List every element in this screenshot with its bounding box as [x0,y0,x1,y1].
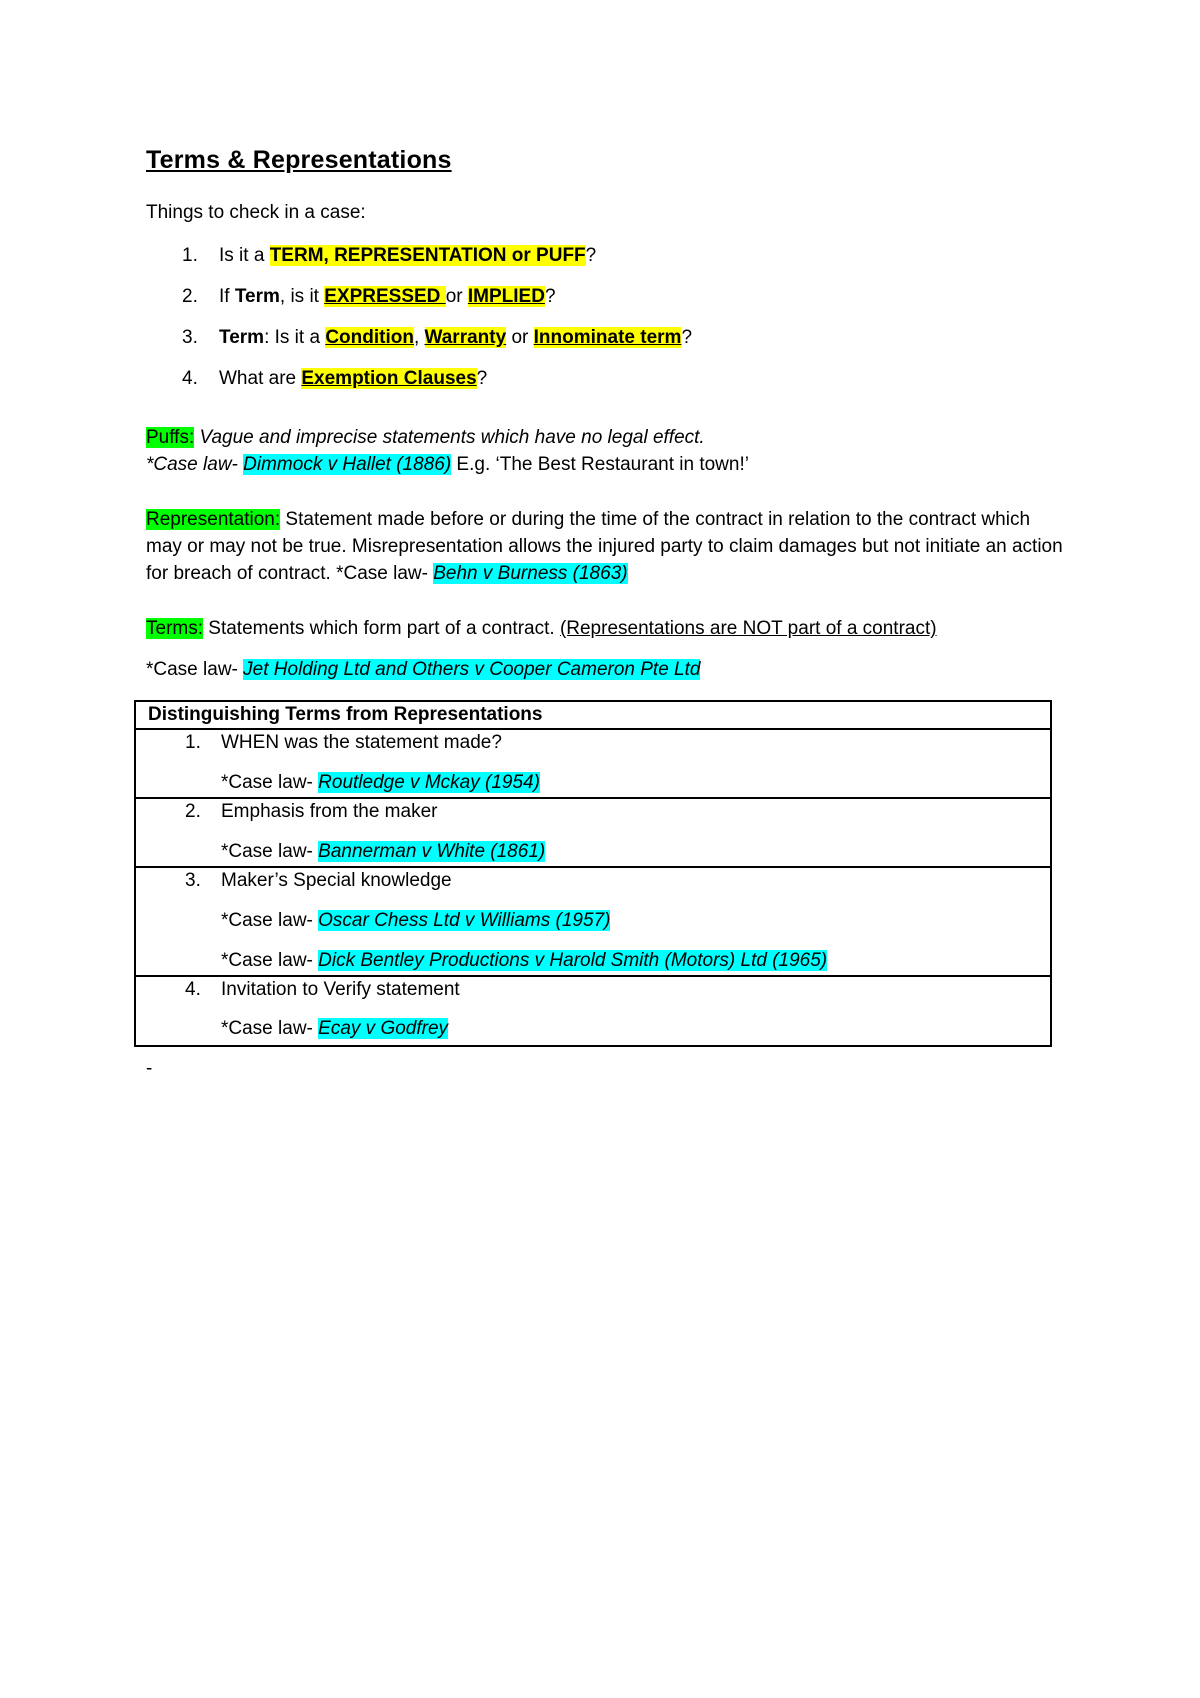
case-name: Oscar Chess Ltd v Williams (1957) [318,910,611,931]
row-number: 1. [185,732,201,753]
terms-note: (Representations are NOT part of a contract) [559,618,937,639]
item-text: , is it [279,286,325,307]
list-number: 4. [182,368,198,389]
terms-definition: Statements which form part of a contract. [203,618,560,639]
case-prefix: *Case law- [146,454,244,475]
item-text: : Is it a [264,327,326,348]
row-text: Emphasis from the maker [221,801,438,822]
case-prefix: *Case law- [221,910,319,931]
row-number: 4. [185,979,201,1000]
highlight-innominate: Innominate term [533,327,682,348]
table-row [135,976,1051,1046]
terms-section [146,615,1066,642]
case-name: Routledge v Mckay (1954) [318,772,540,793]
item-suffix: ? [476,368,488,389]
terms-label: Terms: [146,618,203,639]
highlight-condition: Condition [325,327,414,348]
case-name: Dimmock v Hallet (1886) [243,454,452,475]
highlight-expressed: EXPRESSED [324,286,446,307]
table-row [135,729,1051,798]
puffs-definition: Vague and imprecise statements which have no legal effect. [194,427,705,448]
puffs-example: E.g. ‘The Best Restaurant in town!’ [451,454,749,475]
case-prefix: *Case law- [221,1018,319,1039]
row-text: Invitation to Verify statement [221,979,460,1000]
page-title: Terms & Representations [146,146,452,174]
list-number: 3. [182,327,198,348]
puffs-section [146,424,1066,478]
row-text: Maker’s Special knowledge [221,870,452,891]
case-name: Bannerman v White (1861) [318,841,546,862]
trailing-dash: - [146,1058,153,1079]
case-prefix: *Case law- [221,841,319,862]
item-text: What are [219,368,302,389]
highlight-exemption: Exemption Clauses [301,368,477,389]
case-prefix: *Case law- [146,659,244,680]
item-suffix: ? [681,327,693,348]
item-suffix: ? [585,245,597,266]
row-number: 2. [185,801,201,822]
row-text: WHEN was the statement made? [221,732,502,753]
case-name: Ecay v Godfrey [318,1018,449,1039]
table-row [135,867,1051,976]
puffs-label: Puffs: [146,427,195,448]
terms-case-line [146,659,700,681]
list-number: 1. [182,245,198,266]
list-number: 2. [182,286,198,307]
term-word: Term [219,327,265,348]
case-name: Jet Holding Ltd and Others v Cooper Cameron Pte Ltd [243,659,701,680]
case-name: Behn v Burness (1863) [433,563,628,584]
highlight-implied: IMPLIED [467,286,545,307]
case-prefix: *Case law- [221,772,319,793]
highlight-warranty: Warranty [424,327,507,348]
table-row [135,798,1051,867]
item-text: , [413,327,425,348]
intro-text: Things to check in a case: [146,202,366,223]
item-text: Is it a [219,245,270,266]
item-text: or [445,286,468,307]
term-word: Term [234,286,280,307]
row-number: 3. [185,870,201,891]
representation-definition: Statement made before or during the time of the contract in relation to the contract which may or may not be true. Misrepresentation allows the injured party to claim damages but not initiate an action for breach of contract. *Case law- [146,509,1063,584]
representation-label: Representation: [146,509,281,530]
case-prefix: *Case law- [221,950,319,971]
representation-section [146,506,1066,587]
case-name: Dick Bentley Productions v Harold Smith (Motors) Ltd (1965) [318,950,828,971]
distinguishing-table [134,700,1052,1047]
table-header: Distinguishing Terms from Representations [135,701,1051,729]
highlight-options: TERM, REPRESENTATION or PUFF [269,245,586,266]
item-text: If [219,286,235,307]
item-text: or [506,327,534,348]
item-suffix: ? [544,286,556,307]
